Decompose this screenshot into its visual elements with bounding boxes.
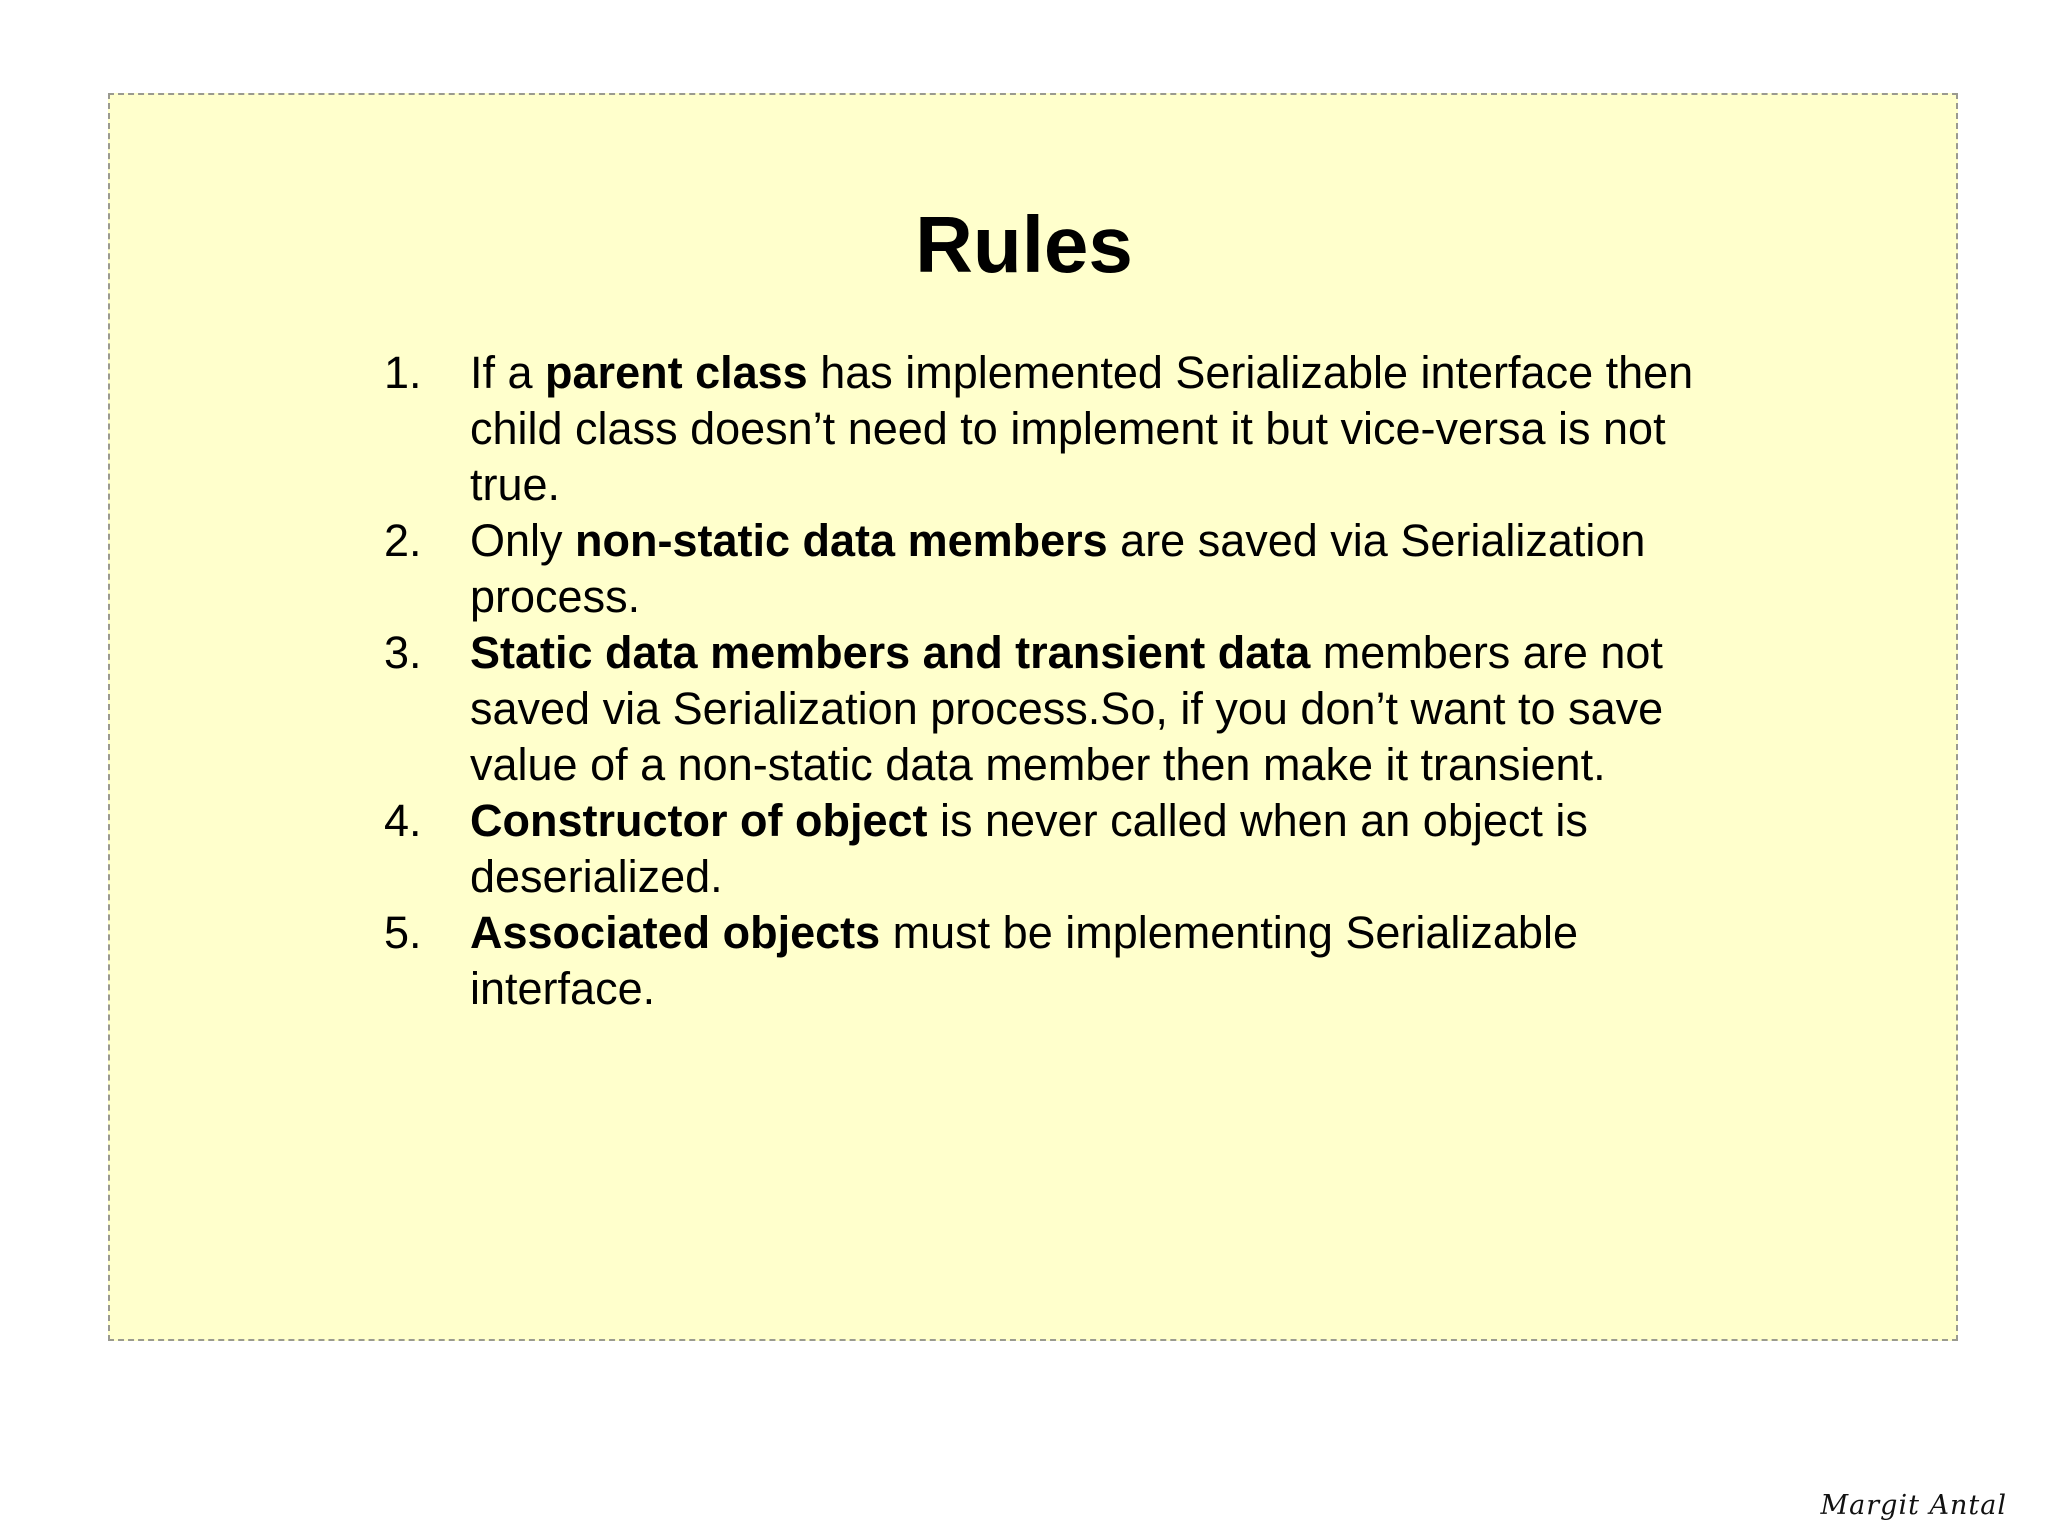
rule-item-4 [384,793,1714,905]
rule-item-3 [384,625,1714,793]
rule-number: 1. [384,347,422,398]
rule-item-1 [384,345,1714,513]
rule-text-bold: Associated objects [470,907,881,958]
rule-item-2 [384,513,1714,625]
rule-text [470,793,1714,905]
rule-text-before: Only [470,515,576,566]
rule-number: 2. [384,515,422,566]
rule-text-after: members are not saved via Serialization process.So, if you don’t want to save value of a non-static data member then make it transient. [470,627,1664,790]
rule-text-bold: parent class [545,347,808,398]
rule-number: 3. [384,627,422,678]
rule-text-bold: non-static data members [575,515,1108,566]
rule-item-5 [384,905,1714,1017]
rule-text-before: If a [470,347,546,398]
author-signature: Margit Antal [1820,1490,2007,1521]
rule-text [470,513,1714,625]
rule-text-after: are saved via Serialization process. [470,515,1646,622]
rules-list [384,345,1714,1017]
rule-number: 4. [384,795,422,846]
rule-text [470,905,1714,1017]
rule-text-after: has implemented Serializable interface then child class doesn’t need to implement it but vice-versa is not true. [470,347,1694,510]
rule-text-after: must be implementing Serializable interface. [470,907,1578,1014]
rule-text [470,625,1714,793]
rule-text-bold: Constructor of object [470,795,928,846]
slide-title: Rules [915,200,1133,289]
rule-text [470,345,1714,513]
rule-text-after: is never called when an object is deserialized. [470,795,1588,902]
rule-number: 5. [384,907,422,958]
rule-text-bold: Static data members and transient data [470,627,1311,678]
